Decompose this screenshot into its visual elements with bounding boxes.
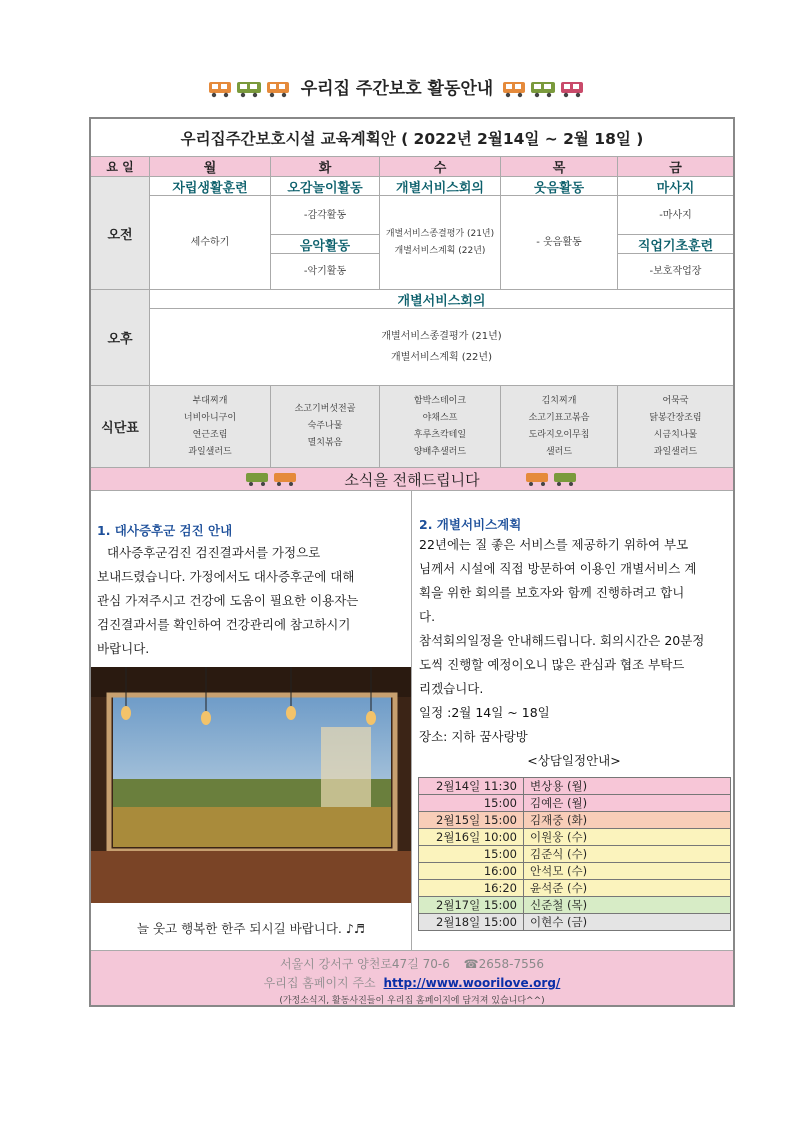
left-line: 검진결과서를 확인하여 건강관리에 참고하시기: [97, 617, 351, 632]
schedule-time: 15:00: [419, 846, 524, 863]
afternoon-line2: 개별서비스계획 (22년): [391, 352, 492, 363]
thu-morning-header: 웃음활동: [501, 177, 618, 196]
page-title: 우리집 주간보호 활동안내: [300, 79, 494, 99]
footer-phone: ☎2658-7556: [463, 957, 545, 971]
left-line: 바랍니다.: [97, 641, 150, 656]
afternoon-line1: 개별서비스종결평가 (21년): [381, 331, 502, 342]
afternoon-label: 오후: [91, 290, 150, 386]
schedule-name: 이원웅 (수): [524, 829, 731, 846]
train-icon: [501, 79, 587, 99]
fri-morning-header: 마사지: [618, 177, 733, 196]
train-icon: [524, 471, 580, 487]
page-title-row: [0, 74, 794, 99]
train-icon: [244, 471, 300, 487]
wed-morning-line2: 개별서비스계획 (22년): [394, 245, 486, 256]
menu-item: 소고기버섯전골: [294, 404, 356, 414]
schedule-name: 김준식 (수): [524, 846, 731, 863]
menu-wed: [380, 386, 501, 468]
menu-item: 도라지오이무침: [528, 429, 590, 440]
plan-title: 우리집주간보호시설 교육계획안 ( 2022년 2월14일 ~ 2월 18일 ): [91, 119, 733, 157]
schedule-time: 2월17일 15:00: [419, 897, 524, 914]
tue-morning-header2: 음악활동: [271, 235, 380, 254]
schedule-row: [419, 863, 731, 880]
schedule-name: 안석모 (수): [524, 863, 731, 880]
right-heading: 2. 개별서비스계획: [419, 517, 522, 532]
wed-morning-content: [380, 196, 501, 290]
day-label: 요 일: [91, 157, 150, 177]
right-line: 도씩 진행할 예정이오니 많은 관심과 협조 부탁드: [419, 657, 685, 672]
menu-thu: [501, 386, 618, 468]
tue-morning-header: 오감놀이활동: [271, 177, 380, 196]
train-icon: [207, 79, 293, 99]
day-tue: 화: [271, 157, 380, 177]
afternoon-header: 개별서비스회의: [150, 290, 733, 309]
right-paragraph: [419, 533, 729, 773]
mon-morning-header: 자립생활훈련: [150, 177, 271, 196]
right-line: 22년에는 질 좋은 서비스를 제공하기 위하여 부모: [419, 537, 689, 552]
footer-note: (가정소식지, 활동사진들이 우리집 홈페이지에 담겨져 있습니다^^): [279, 996, 545, 1006]
footer-homepage-link[interactable]: http://www.woorilove.org/: [383, 976, 561, 990]
left-line: 보내드렸습니다. 가정에서도 대사증후군에 대해: [97, 569, 355, 584]
menu-item: 시금치나물: [653, 429, 698, 440]
footer-homepage-label: 우리집 홈페이지 주소: [263, 976, 376, 990]
schedule-row: [419, 914, 731, 931]
morning-label: 오전: [91, 177, 150, 290]
fri-morning-header2: 직업기초훈련: [618, 235, 733, 254]
afternoon-content: [150, 309, 733, 386]
right-line: 님께서 시설에 직접 방문하여 이용인 개별서비스 계: [419, 561, 697, 576]
mon-morning-content: 세수하기: [150, 196, 271, 290]
schedule-time: 15:00: [419, 795, 524, 812]
thu-morning-content: - 웃음활동: [501, 196, 618, 290]
schedule-row: [419, 829, 731, 846]
menu-fri: [618, 386, 733, 468]
menu-item: 소고기표고볶음: [528, 412, 590, 423]
schedule-name: 윤석준 (수): [524, 880, 731, 897]
date-line: 일정 :2월 14일 ~ 18일: [419, 705, 550, 720]
menu-mon: [150, 386, 271, 468]
menu-item: 야채스프: [422, 412, 458, 423]
schedule-time: 2월16일 10:00: [419, 829, 524, 846]
schedule-title: <상담일정안내>: [527, 753, 621, 768]
menu-item: 과일샐러드: [653, 446, 698, 457]
schedule-row: [419, 880, 731, 897]
schedule-time: 16:20: [419, 880, 524, 897]
day-mon: 월: [150, 157, 271, 177]
menu-item: 샐러드: [545, 446, 573, 457]
right-line: 획을 위한 회의를 보호자와 함께 진행하려고 합니: [419, 585, 685, 600]
schedule-row: [419, 846, 731, 863]
schedule-row: [419, 795, 731, 812]
day-thu: 목: [501, 157, 618, 177]
schedule-time: 2월15일 15:00: [419, 812, 524, 829]
schedule-time: 16:00: [419, 863, 524, 880]
menu-tue: [271, 386, 380, 468]
right-line: 리겠습니다.: [419, 681, 484, 696]
tue-morning-content: -감각활동: [271, 196, 380, 235]
schedule-name: 김예은 (월): [524, 795, 731, 812]
left-heading: 1. 대사증후군 검진 안내: [97, 523, 233, 538]
right-line: 다.: [419, 609, 436, 624]
menu-item: 양배추샐러드: [413, 446, 467, 457]
menu-item: 과일샐러드: [188, 446, 232, 457]
schedule-time: 2월18일 15:00: [419, 914, 524, 931]
schedule-table: [418, 777, 731, 931]
wed-morning-line1: 개별서비스종결평가 (21년): [385, 228, 495, 239]
news-banner-text: 소식을 전해드립니다: [344, 470, 480, 489]
menu-item: 부대찌개: [192, 395, 228, 406]
left-line: 대사증후군검진 검진결과서를 가정으로: [107, 545, 321, 560]
left-paragraph: [97, 541, 407, 661]
left-column: [91, 491, 412, 950]
newsletter-frame: [89, 117, 735, 1007]
menu-item: 어묵국: [662, 395, 689, 406]
fri-morning-content2: -보호작업장: [618, 254, 733, 290]
footer-address-line: [91, 955, 733, 972]
schedule-name: 김재중 (화): [524, 812, 731, 829]
left-line: 관심 가져주시고 건강에 도움이 필요한 이용자는: [97, 593, 359, 608]
fri-morning-content: -마사지: [618, 196, 733, 235]
menu-item: 김치찌개: [541, 395, 577, 406]
schedule-name: 변상용 (월): [524, 778, 731, 795]
tue-morning-content2: -악기활동: [271, 254, 380, 290]
menu-label: 식단표: [91, 386, 150, 468]
menu-item: 너비아니구이: [183, 412, 237, 423]
wed-morning-header: 개별서비스회의: [380, 177, 501, 196]
schedule-row: [419, 812, 731, 829]
schedule-row: [419, 897, 731, 914]
cafe-window-photo: [91, 667, 411, 903]
schedule-row: [419, 778, 731, 795]
day-fri: 금: [618, 157, 733, 177]
menu-item: 함박스테이크: [413, 395, 467, 406]
footer: [91, 950, 733, 1005]
day-wed: 수: [380, 157, 501, 177]
menu-item: 닭봉간장조림: [649, 412, 702, 423]
news-banner: [91, 468, 733, 491]
footer-address: 서울시 강서구 양천로47길 70-6: [279, 957, 450, 971]
right-line: 참석회의일정을 안내해드립니다. 회의시간은 20분정: [419, 633, 705, 648]
schedule-time: 2월14일 11:30: [419, 778, 524, 795]
schedule-name: 신준철 (목): [524, 897, 731, 914]
menu-item: 숙주나물: [307, 421, 343, 431]
menu-item: 연근조림: [192, 429, 228, 440]
right-column: [412, 491, 733, 950]
menu-item: 후루츠칵테일: [413, 429, 467, 440]
schedule-name: 이현수 (금): [524, 914, 731, 931]
menu-item: 멸치볶음: [307, 438, 343, 448]
closing-line: 늘 웃고 행복한 한주 되시길 바랍니다. ♪♬: [136, 921, 366, 936]
place-line: 장소: 지하 꿈사랑방: [419, 729, 528, 744]
footer-homepage-line: [91, 974, 733, 991]
